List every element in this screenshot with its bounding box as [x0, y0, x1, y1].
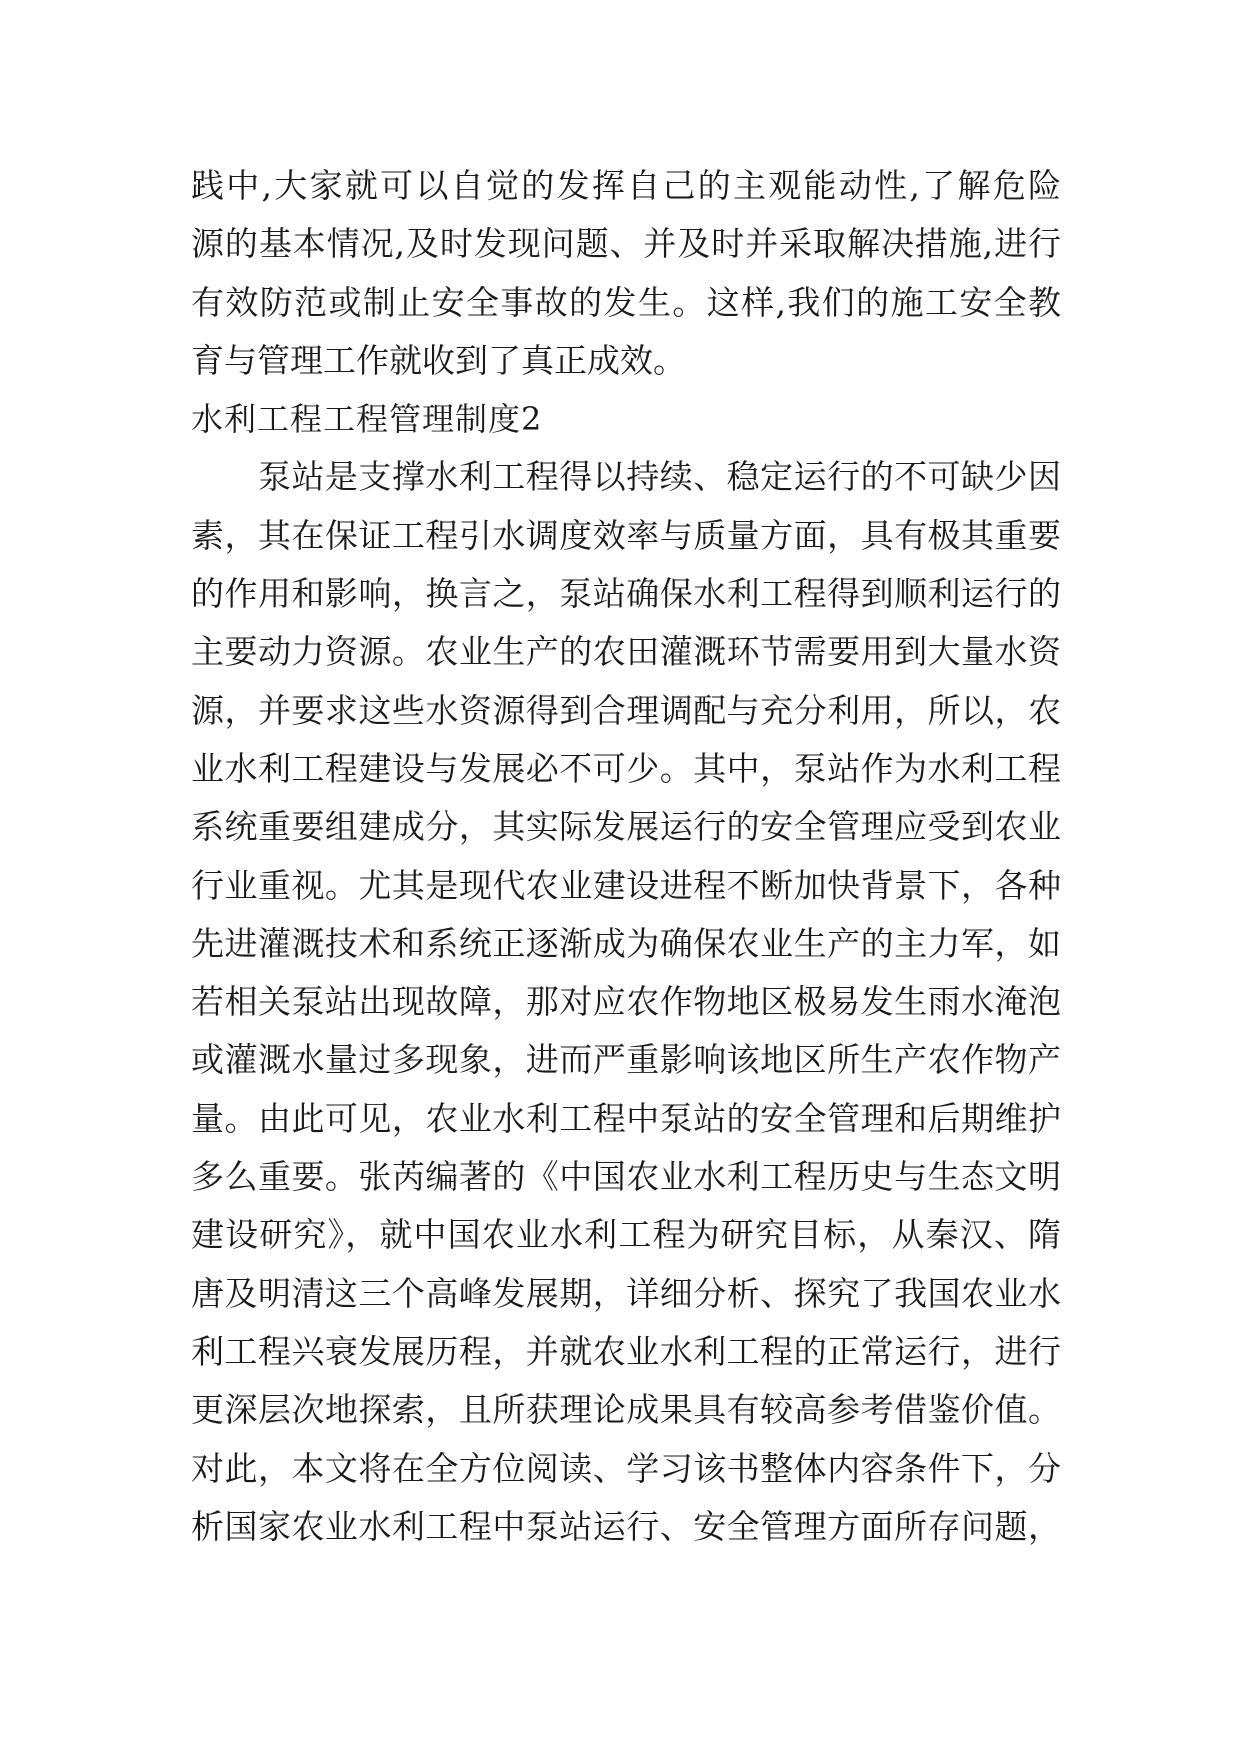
text-line: 多么重要。张芮编著的《中国农业水利工程历史与生态文明	[191, 1157, 1061, 1197]
text-line: 量。由此可见，农业水利工程中泵站的安全管理和后期维护	[191, 1098, 1061, 1138]
text-line: 主要动力资源。农业生产的农田灌溉环节需要用到大量水资	[191, 632, 1061, 672]
section-heading: 水利工程工程管理制度2	[191, 400, 543, 439]
text-line: 的作用和影响，换言之，泵站确保水利工程得到顺利运行的	[191, 574, 1061, 614]
text-line: 行业重视。尤其是现代农业建设进程不断加快背景下，各种	[191, 865, 1061, 905]
text-line: 若相关泵站出现故障，那对应农作物地区极易发生雨水淹泡	[191, 982, 1061, 1022]
text-line: 有效防范或制止安全事故的发生。这样,我们的施工安全教	[191, 282, 1061, 322]
text-line: 系统重要组建成分，其实际发展运行的安全管理应受到农业	[191, 807, 1061, 847]
text-line: 践中,大家就可以自觉的发挥自己的主观能动性,了解危险	[191, 166, 1061, 205]
text-line: 利工程兴衰发展历程，并就农业水利工程的正常运行，进行	[191, 1331, 1061, 1371]
text-line: 建设研究》，就中国农业水利工程为研究目标，从秦汉、隋	[191, 1215, 1061, 1255]
text-line: 先进灌溉技术和系统正逐渐成为确保农业生产的主力军，如	[191, 923, 1061, 963]
text-line: 析国家农业水利工程中泵站运行、安全管理方面所存问题，	[191, 1506, 1061, 1546]
text-line: 业水利工程建设与发展必不可少。其中，泵站作为水利工程	[191, 748, 1061, 788]
paragraph-2	[191, 448, 1061, 1556]
text-line: 唐及明清这三个高峰发展期，详细分析、探究了我国农业水	[191, 1273, 1061, 1313]
text-line: 育与管理工作就收到了真正成效。	[191, 340, 686, 380]
text-line: 或灌溉水量过多现象，进而严重影响该地区所生产农作物产	[191, 1040, 1061, 1080]
text-line: 源，并要求这些水资源得到合理调配与充分利用，所以，农	[191, 690, 1061, 730]
text-line: 泵站是支撑水利工程得以持续、稳定运行的不可缺少因	[191, 457, 1061, 497]
document-body	[191, 157, 1061, 1556]
text-line: 更深层次地探索，且所获理论成果具有较高参考借鉴价值。	[191, 1390, 1061, 1430]
text-line: 源的基本情况,及时发现问题、并及时并采取解决措施,进行	[191, 224, 1061, 264]
text-line: 对此，本文将在全方位阅读、学习该书整体内容条件下，分	[191, 1448, 1061, 1488]
text-line: 素，其在保证工程引水调度效率与质量方面，具有极其重要	[191, 515, 1061, 555]
paragraph-1	[191, 157, 1061, 390]
